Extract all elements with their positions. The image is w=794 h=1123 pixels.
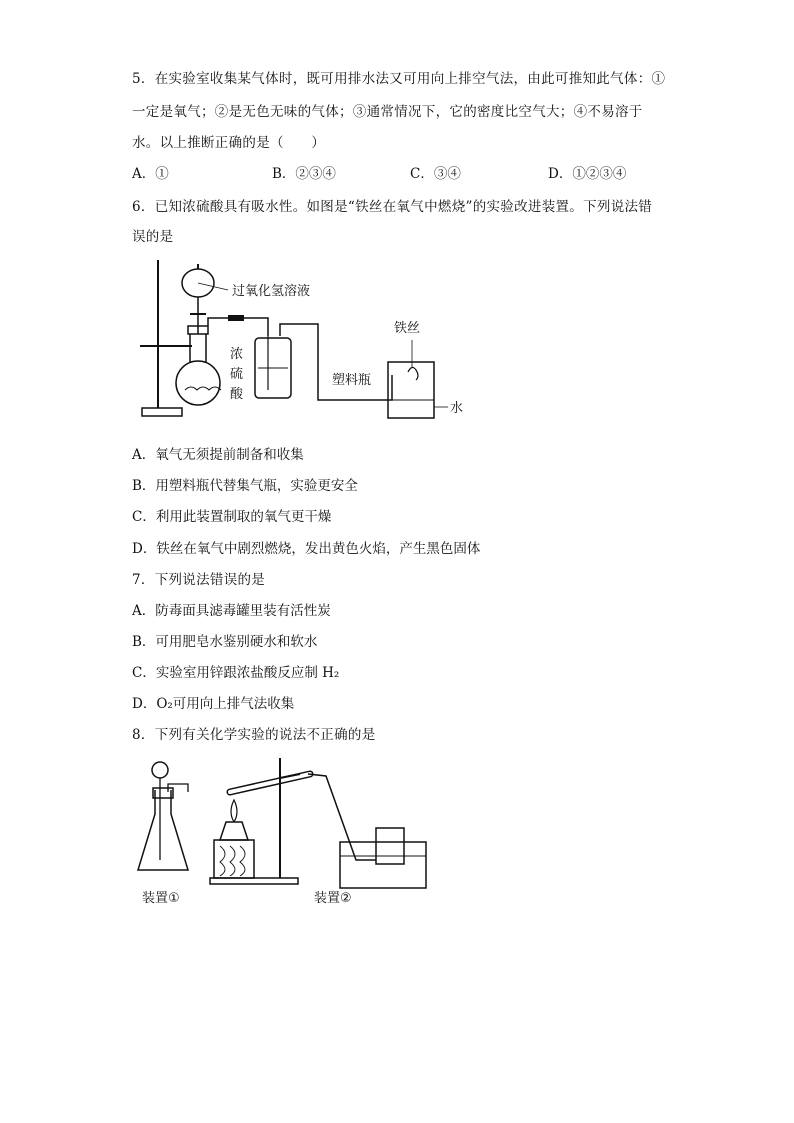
label-device-2: 装置② xyxy=(314,891,352,906)
q7-option-c: C．实验室用锌跟浓盐酸反应制 H₂ xyxy=(132,665,340,681)
q6-apparatus-figure xyxy=(130,250,490,425)
q6-option-a: A．氧气无须提前制备和收集 xyxy=(132,447,304,463)
gas-jar xyxy=(376,828,404,864)
q5-option-b: B．②③④ xyxy=(272,166,336,182)
q5-option-a: A．① xyxy=(132,166,169,182)
q6-option-d: D．铁丝在氧气中剧烈燃烧，发出黄色火焰，产生黑色固体 xyxy=(132,541,481,557)
q6-option-c: C．利用此装置制取的氧气更干燥 xyxy=(132,509,332,525)
q7-stem: 7．下列说法错误的是 xyxy=(132,572,266,588)
q7-option-b: B．可用肥皂水鉴别硬水和软水 xyxy=(132,634,318,650)
q7-option-a: A．防毒面具滤毒罐里装有活性炭 xyxy=(132,603,331,619)
plastic-bottle xyxy=(388,362,434,418)
water-trough xyxy=(340,842,426,888)
q6-stem-line-2: 误的是 xyxy=(132,229,174,245)
label-acid-3: 酸 xyxy=(230,387,244,402)
conical-flask xyxy=(138,790,188,870)
stand-base-2 xyxy=(210,878,298,884)
q5-option-d: D．①②③④ xyxy=(548,166,627,182)
stand-base xyxy=(142,408,182,416)
q6-stem-line-1: 6．已知浓硫酸具有吸水性。如图是“铁丝在氧气中燃烧”的实验改进装置。下列说法错 xyxy=(132,199,653,215)
label-plastic-bottle: 塑料瓶 xyxy=(332,373,372,388)
q5-stem-line-2: 一定是氧气；②是无色无味的气体；③通常情况下，它的密度比空气大；④不易溶于 xyxy=(132,104,643,120)
label-device-1: 装置① xyxy=(142,891,180,906)
label-water: 水 xyxy=(450,401,464,416)
label-acid-1: 浓 xyxy=(230,347,244,362)
q5-stem-line-1: 5．在实验室收集某气体时，既可用排水法又可用向上排空气法，由此可推知此气体：① xyxy=(132,71,666,87)
q5-stem-line-3: 水。以上推断正确的是（ ） xyxy=(132,135,326,151)
iron-wire-coil xyxy=(408,367,418,380)
q7-option-d: D．O₂可用向上排气法收集 xyxy=(132,696,295,712)
label-acid-2: 硫 xyxy=(230,367,244,382)
round-flask xyxy=(176,361,220,405)
q5-option-c: C．③④ xyxy=(410,166,461,182)
long-neck-funnel xyxy=(152,762,168,778)
q6-option-b: B．用塑料瓶代替集气瓶，实验更安全 xyxy=(132,478,358,494)
q8-apparatus-figure xyxy=(130,752,440,912)
q8-stem: 8．下列有关化学实验的说法不正确的是 xyxy=(132,727,376,743)
alcohol-lamp xyxy=(220,822,248,840)
delivery-tube xyxy=(308,774,376,860)
label-hydrogen-peroxide: 过氧化氢溶液 xyxy=(232,284,311,299)
label-iron-wire: 铁丝 xyxy=(394,321,421,336)
